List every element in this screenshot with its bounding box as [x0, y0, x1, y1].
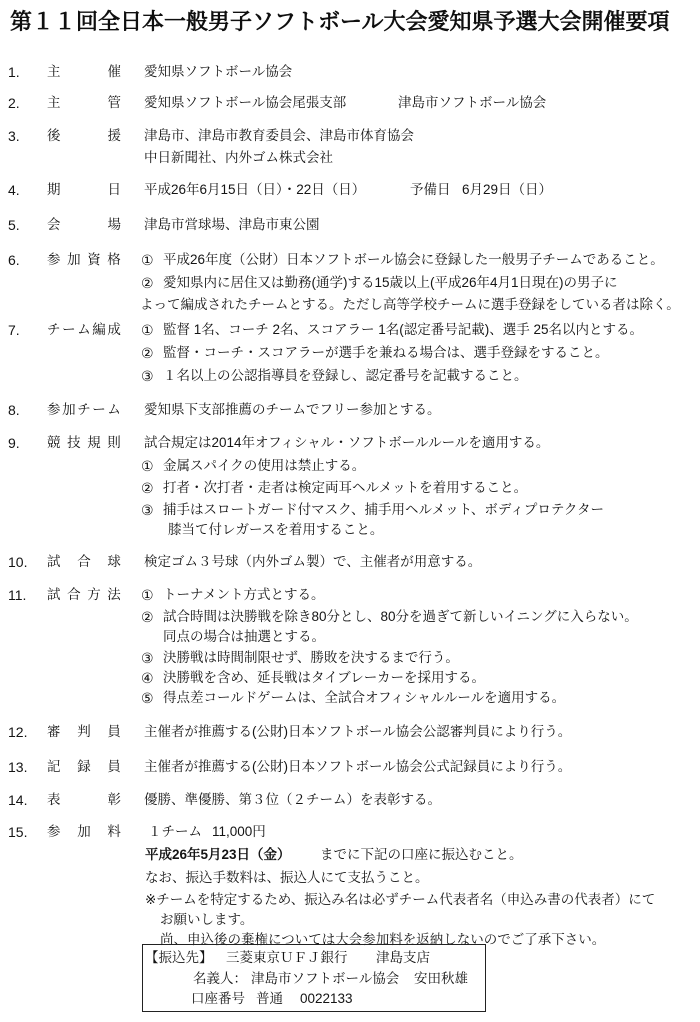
payment-deadline: 平成26年5月23日（金） — [145, 847, 291, 862]
reserve-day-date: 6月29日（日） — [462, 182, 553, 197]
section-heading: 競技規則 — [47, 435, 128, 450]
section-number: 6. — [8, 252, 20, 268]
holder-organization: 津島市ソフトボール協会 — [251, 971, 400, 986]
section-number: 9. — [8, 435, 20, 451]
account-number: 0022133 — [300, 991, 353, 1006]
section-line: １名以上の公認指導員を登録し、認定番号を記載すること。 — [163, 368, 528, 383]
section-number: 13. — [8, 759, 28, 775]
holder-name: 安田秋雄 — [414, 971, 468, 986]
section-line: トーナメント方式とする。 — [163, 587, 325, 602]
account-type: 普通 — [256, 991, 283, 1006]
bank-branch: 津島支店 — [376, 950, 430, 965]
section-line: 主催者が推薦する(公財)日本ソフトボール協会公式記録員により行う。 — [144, 759, 572, 774]
account-label: 口座番号 — [191, 991, 245, 1006]
bank-name: 三菱東京ＵＦＪ銀行 — [226, 950, 348, 965]
section-number: 15. — [8, 824, 28, 840]
holder-label: 名義人： — [193, 971, 247, 986]
section-line: 捕手はスロートガード付マスク、捕手用ヘルメット、ボディプロテクター — [163, 502, 605, 517]
section-heading: 参加資格 — [47, 252, 128, 267]
section-number: 5. — [8, 217, 20, 233]
section-line: 得点差コールドゲームは、全試合オフィシャルルールを適用する。 — [163, 690, 566, 705]
section-line: 膝当て付レガースを着用すること。 — [168, 522, 384, 537]
section-number: 2. — [8, 95, 20, 111]
section-heading: 記録員 — [47, 759, 138, 774]
circled-marker: ⑤ — [141, 690, 154, 706]
section-line: ※チームを特定するため、振込み名は必ずチーム代表者名（申込み書の代表者）にて — [145, 892, 656, 907]
section-number: 12. — [8, 724, 28, 740]
section-heading: 審判員 — [47, 724, 138, 739]
document-title: 第１１回全日本一般男子ソフトボール大会愛知県予選大会開催要項 — [10, 9, 670, 34]
section-line: なお、振込手数料は、振込人にて支払うこと。 — [145, 870, 429, 885]
circled-marker: ② — [141, 345, 154, 361]
section-heading: 主管 — [47, 95, 168, 110]
section-line: 津島市、津島市教育委員会、津島市体育協会 — [144, 128, 414, 143]
section-line: 同点の場合は抽選とする。 — [163, 629, 325, 644]
circled-marker: ③ — [141, 650, 154, 666]
reserve-day-label: 予備日 — [410, 182, 451, 197]
section-heading: 試合球 — [47, 554, 138, 569]
section-line: 津島市営球場、津島市東公園 — [144, 217, 320, 232]
fee-amount: 11,000円 — [212, 824, 266, 839]
transfer-heading: 【振込先】 — [145, 950, 213, 965]
circled-marker: ③ — [141, 368, 154, 384]
circled-marker: ④ — [141, 670, 154, 686]
circled-marker: ① — [141, 458, 154, 474]
section-number: 7. — [8, 322, 20, 338]
section-line: 愛知県下支部推薦のチームでフリー参加とする。 — [144, 402, 441, 417]
circled-marker: ② — [141, 609, 154, 625]
section-number: 4. — [8, 182, 20, 198]
section-heading: 期日 — [47, 182, 168, 197]
circled-marker: ① — [141, 587, 154, 603]
section-number: 10. — [8, 554, 28, 570]
section-line-extra: 津島市ソフトボール協会 — [398, 95, 547, 110]
section-heading: チーム編成 — [47, 322, 123, 337]
section-line: までに下記の口座に振込むこと。 — [320, 847, 523, 862]
section-heading: 会場 — [47, 217, 168, 232]
section-number: 8. — [8, 402, 20, 418]
section-number: 14. — [8, 792, 28, 808]
section-line: 試合規定は2014年オフィシャル・ソフトボールルールを適用する。 — [144, 435, 550, 450]
section-line: 愛知県ソフトボール協会尾張支部 — [144, 95, 347, 110]
section-line: 監督 1名、コーチ 2名、スコアラー 1名(認定番号記載)、選手 25名以内とする。 — [163, 322, 644, 337]
section-number: 3. — [8, 128, 20, 144]
section-number: 11. — [8, 587, 27, 603]
section-line: よって編成されたチームとする。ただし高等学校チームに選手登録をしている者は除く。 — [140, 297, 680, 312]
section-line: 尚、申込後の棄権については大会参加料を返納しないのでご了承下さい。 — [160, 932, 606, 947]
section-heading: 表彰 — [47, 792, 168, 807]
section-line: 監督・コーチ・スコアラーが選手を兼ねる場合は、選手登録をすること。 — [163, 345, 609, 360]
section-line: 平成26年6月15日（日）・22日（日） — [144, 182, 366, 197]
circled-marker: ① — [141, 252, 154, 268]
section-number: 1. — [8, 64, 20, 80]
section-heading: 主催 — [47, 64, 168, 79]
circled-marker: ③ — [141, 502, 154, 518]
circled-marker: ② — [141, 480, 154, 496]
fee-unit: １チーム — [148, 824, 202, 839]
section-heading: 後援 — [47, 128, 168, 143]
section-heading: 参加料 — [47, 824, 138, 839]
circled-marker: ② — [141, 275, 154, 291]
section-line: 平成26年度（公財）日本ソフトボール協会に登録した一般男子チームであること。 — [163, 252, 664, 267]
section-line: 中日新聞社、内外ゴム株式会社 — [144, 150, 333, 165]
section-line: 金属スパイクの使用は禁止する。 — [163, 458, 366, 473]
section-heading: 試合方法 — [47, 587, 128, 602]
section-line: 決勝戦は時間制限せず、勝敗を決するまで行う。 — [163, 650, 459, 665]
section-line: 愛知県ソフトボール協会 — [144, 64, 293, 79]
section-line: お願いします。 — [160, 912, 254, 927]
section-line: 試合時間は決勝戦を除き80分とし、80分を過ぎて新しいイニングに入らない。 — [163, 609, 638, 624]
section-line: 愛知県内に居住又は勤務(通学)する15歳以上(平成26年4月1日現在)の男子に — [163, 275, 618, 290]
section-line: 検定ゴム３号球（内外ゴム製）で、主催者が用意する。 — [144, 554, 482, 569]
section-line: 優勝、準優勝、第３位（２チーム）を表彰する。 — [144, 792, 441, 807]
section-line: 決勝戦を含め、延長戦はタイブレーカーを採用する。 — [163, 670, 485, 685]
circled-marker: ① — [141, 322, 154, 338]
section-line: 主催者が推薦する(公財)日本ソフトボール協会公認審判員により行う。 — [144, 724, 572, 739]
section-heading: 参加チーム — [47, 402, 123, 417]
section-line: 打者・次打者・走者は検定両耳ヘルメットを着用すること。 — [163, 480, 528, 495]
